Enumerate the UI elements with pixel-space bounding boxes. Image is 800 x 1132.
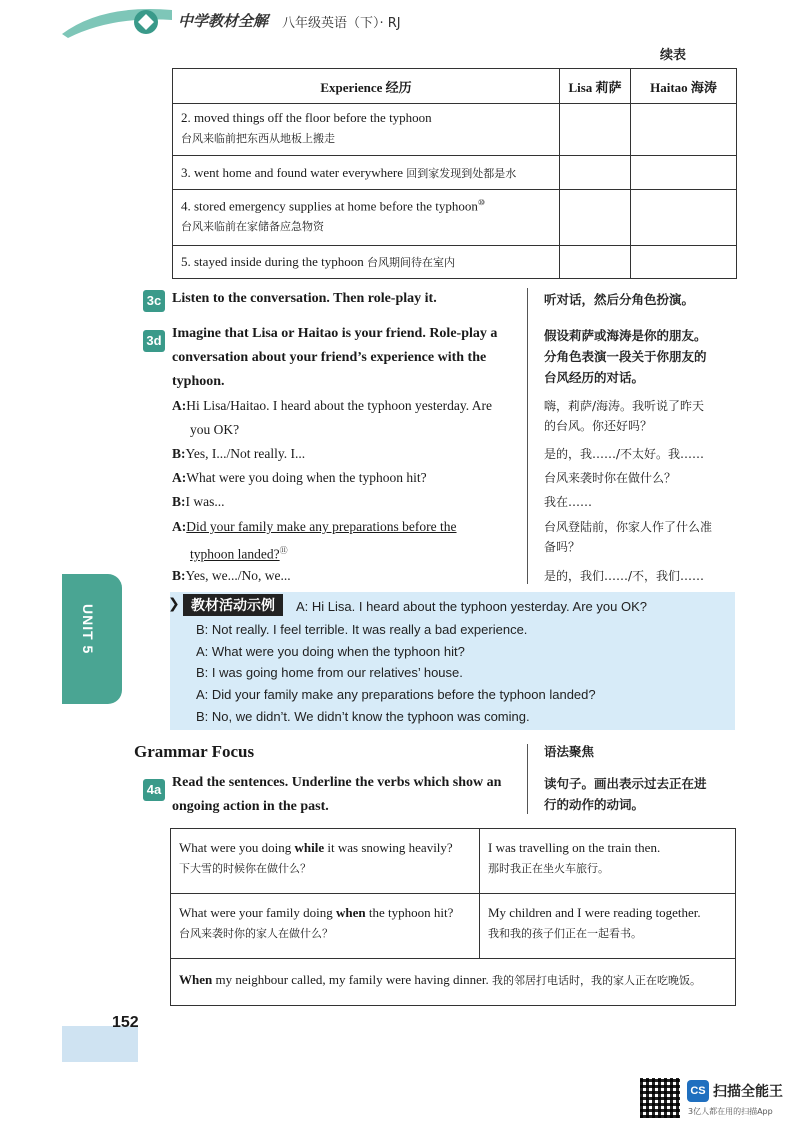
- speaker: B:: [172, 446, 186, 461]
- header-haitao: Haitao 海涛: [631, 69, 737, 104]
- activity-3c-instruction: Listen to the conversation. Then role-play it.: [172, 291, 437, 306]
- keyword: when: [336, 905, 366, 920]
- activity-4a-line-1: Read the sentences. Underline the verbs which show an: [172, 775, 502, 790]
- dialogue-zh: 是的，我们……/不，我们……: [544, 569, 705, 583]
- experience-cell: [173, 156, 560, 190]
- grammar-cell: [171, 894, 480, 959]
- dialogue-text: Hi Lisa/Haitao. I heard about the typhoon yesterday. Are: [186, 398, 493, 413]
- haitao-cell[interactable]: [631, 190, 737, 246]
- dialogue-text: Did your family make any preparations before the: [186, 519, 457, 534]
- speaker: A:: [172, 519, 187, 534]
- keyword: while: [294, 840, 325, 855]
- table-row: [173, 156, 737, 190]
- dialogue-text: Yes, I.../Not really. I...: [185, 446, 306, 461]
- dialogue-text: Yes, we.../No, we...: [185, 568, 291, 583]
- haitao-cell[interactable]: [631, 246, 737, 279]
- series-logo-icon: [62, 4, 172, 38]
- dialogue-zh-cont: 备吗？: [544, 540, 581, 554]
- dialogue-text: typhoon landed?: [190, 546, 280, 562]
- lisa-cell[interactable]: [560, 156, 631, 190]
- experience-cell: [173, 246, 560, 279]
- note-mark: ⑪: [279, 546, 288, 555]
- dialogue-line: [172, 490, 225, 514]
- table-header-row: [173, 69, 737, 104]
- sentence-text: I was travelling on the train then.: [488, 840, 661, 855]
- experience-zh: 回到家发现到处都是水: [406, 166, 517, 180]
- grammar-cell: [171, 829, 480, 894]
- sentence-text: the typhoon hit?: [365, 905, 454, 920]
- activity-4a-zh-2: 行的动作的动词。: [544, 797, 645, 812]
- grammar-cell: [480, 894, 736, 959]
- sentence-zh: 那时我正在坐火车旅行。: [488, 862, 609, 875]
- haitao-cell[interactable]: [631, 156, 737, 190]
- book-title: 八年级英语（下）· RJ: [282, 16, 401, 31]
- dialogue-text: What were you doing when the typhoon hit?: [186, 470, 427, 485]
- sample-line: B: Not really. I feel terrible. It was really a bad experience.: [196, 622, 528, 637]
- qr-code-icon: [640, 1078, 680, 1118]
- sample-line: A: What were you doing when the typhoon hit?: [196, 644, 465, 659]
- activity-3c-instruction-zh: 听对话，然后分角色扮演。: [544, 292, 695, 307]
- experience-en: 3. went home and found water everywhere: [181, 164, 403, 180]
- keyword: When: [179, 972, 213, 987]
- activity-3d-line-3: typhoon.: [172, 374, 225, 389]
- experience-zh: 台风来临前在家储备应急物资: [181, 220, 324, 234]
- activity-badge-3c: 3c: [143, 290, 165, 312]
- section-title-grammar-zh: 语法聚焦: [544, 744, 595, 759]
- dialogue-line: [172, 442, 305, 466]
- table-row: [171, 959, 736, 1006]
- sample-line: B: No, we didn’t. We didn’t know the typhoon was coming.: [196, 709, 530, 724]
- activity-3d-zh-1: 假设莉萨或海涛是你的朋友。: [544, 328, 707, 343]
- sentence-zh: 我和我的孩子们正在一起看书。: [488, 927, 642, 940]
- section-title-grammar: Grammar Focus: [134, 742, 255, 761]
- experience-zh: 台风期间待在室内: [366, 256, 455, 269]
- speaker: B:: [172, 568, 186, 583]
- page-number: 152: [112, 1014, 139, 1031]
- experience-cell: [173, 104, 560, 156]
- sentence-zh: 下大雪的时候你在做什么？: [179, 862, 311, 875]
- dialogue-line: [172, 564, 291, 588]
- dialogue-line: [172, 394, 492, 418]
- activity-3d-line-1: Imagine that Lisa or Haitao is your friend. Role-play a: [172, 326, 498, 341]
- table-row: [173, 190, 737, 246]
- dialogue-line: [172, 515, 457, 539]
- sample-line: B: I was going home from our relatives’ house.: [196, 665, 463, 680]
- lisa-cell[interactable]: [560, 104, 631, 156]
- dialogue-line-cont: you OK?: [190, 422, 240, 437]
- unit-label: UNIT 5: [80, 604, 96, 655]
- haitao-cell[interactable]: [631, 104, 737, 156]
- dialogue-zh: 嗨，莉萨/海涛。我听说了昨天: [544, 399, 705, 413]
- experience-en: 4. stored emergency supplies at home before the typhoon: [181, 198, 478, 214]
- lisa-cell[interactable]: [560, 190, 631, 246]
- speaker: A:: [172, 398, 187, 413]
- unit-side-tab: [62, 574, 122, 704]
- experience-cell: [173, 190, 560, 246]
- table-row: [171, 829, 736, 894]
- cs-logo-icon: CS: [687, 1080, 709, 1102]
- lisa-cell[interactable]: [560, 246, 631, 279]
- grammar-cell: [480, 829, 736, 894]
- sentence-text: my neighbour called, my family were having dinner.: [212, 972, 489, 987]
- activity-3d-zh-2: 分角色表演一段关于你朋友的: [544, 349, 707, 364]
- table-row: [173, 246, 737, 279]
- sentence-text: What were you doing: [179, 840, 295, 855]
- activity-badge-3d: 3d: [143, 330, 165, 352]
- sentence-text: it was snowing heavily?: [324, 840, 453, 855]
- sentence-zh: 我的邻居打电话时，我的家人正在吃晚饭。: [492, 974, 702, 987]
- dialogue-zh: 台风登陆前，你家人作了什么准: [544, 520, 713, 534]
- dialogue-line: [172, 466, 427, 490]
- column-divider: [527, 288, 528, 584]
- table-row: [171, 894, 736, 959]
- speaker: B:: [172, 494, 186, 509]
- series-logo: [62, 4, 172, 38]
- sample-line: A: Hi Lisa. I heard about the typhoon yesterday. Are you OK?: [296, 599, 647, 614]
- column-divider: [527, 744, 528, 814]
- table-row: [173, 104, 737, 156]
- dialogue-zh: 我在……: [544, 495, 593, 509]
- sample-label: 教材活动示例: [183, 594, 283, 616]
- chevron-right-icon: ❯: [168, 596, 180, 612]
- dialogue-line-cont: [190, 539, 288, 567]
- experience-en: 5. stayed inside during the typhoon: [181, 254, 364, 269]
- speaker: A:: [172, 470, 187, 485]
- activity-4a-line-2: ongoing action in the past.: [172, 799, 329, 814]
- sentence-text: What were your family doing: [179, 905, 337, 920]
- experience-en: 2. moved things off the floor before the typhoon: [181, 110, 432, 125]
- dialogue-zh-cont: 的台风。你还好吗？: [544, 419, 653, 433]
- activity-3d-zh-3: 台风经历的对话。: [544, 370, 645, 385]
- activity-3d-line-2: conversation about your friend’s experience with the: [172, 350, 487, 365]
- continued-label: 续表: [660, 48, 687, 63]
- dialogue-zh: 台风来袭时你在做什么？: [544, 471, 677, 485]
- app-name: 扫描全能王: [713, 1084, 783, 1100]
- activity-badge-4a: 4a: [143, 779, 165, 801]
- activity-4a-zh-1: 读句子。画出表示过去正在进: [544, 776, 707, 791]
- sample-line: A: Did your family make any preparations before the typhoon landed?: [196, 687, 596, 702]
- grammar-cell: [171, 959, 736, 1006]
- header-lisa: Lisa 莉萨: [560, 69, 631, 104]
- app-tagline: 3亿人都在用的扫描App: [688, 1107, 773, 1116]
- header-experience: Experience 经历: [173, 69, 560, 104]
- dialogue-text: I was...: [185, 494, 225, 509]
- experience-table: [172, 68, 737, 279]
- sentence-zh: 台风来袭时你的家人在做什么？: [179, 927, 333, 940]
- sentence-text: My children and I were reading together.: [488, 905, 701, 920]
- grammar-table: [170, 828, 736, 1006]
- note-mark: ⑩: [477, 197, 486, 207]
- experience-zh: 台风来临前把东西从地板上搬走: [181, 132, 335, 145]
- dialogue-zh: 是的，我……/不太好。我……: [544, 447, 705, 461]
- series-title: 中学教材全解: [178, 12, 269, 30]
